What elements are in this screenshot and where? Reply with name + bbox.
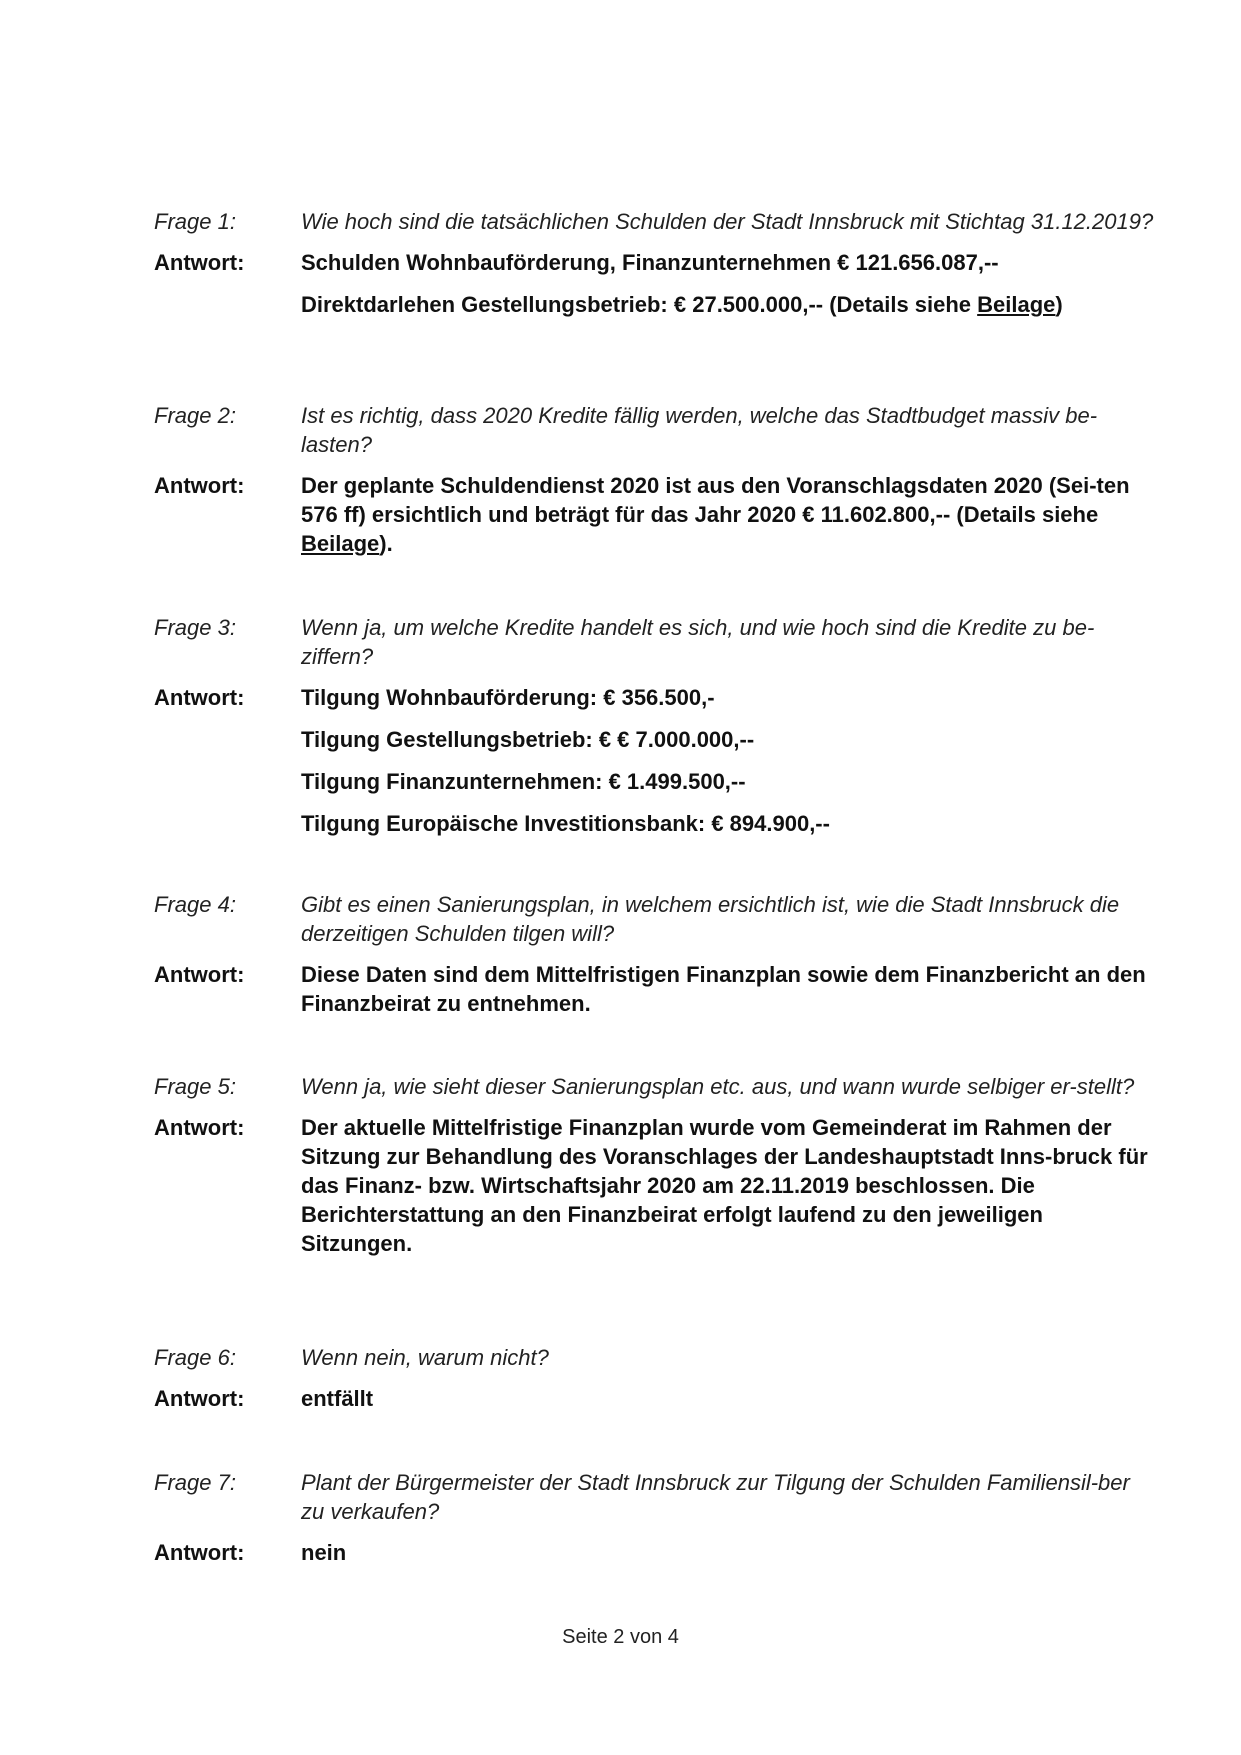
qa-block-2 <box>154 401 1154 558</box>
question-text: Gibt es einen Sanierungsplan, in welchem ersichtlich ist, wie die Stadt Innsbruck die derzeitigen Schulden tilgen will? <box>301 892 1120 946</box>
question-label: Frage 7: <box>154 1470 236 1495</box>
answer-label: Antwort: <box>154 962 245 987</box>
answer-label: Antwort: <box>154 1115 245 1140</box>
answer-line <box>301 290 1154 319</box>
question-7 <box>154 1468 1154 1526</box>
question-3 <box>154 613 1154 671</box>
question-1 <box>154 207 1154 236</box>
qa-block-6 <box>154 1343 1154 1413</box>
question-label: Frage 6: <box>154 1345 236 1370</box>
answer-line: Tilgung Europäische Investitionsbank: € 894.900,-- <box>301 811 830 836</box>
answer-line: Schulden Wohnbauförderung, Finanzunternehmen € 121.656.087,-- <box>301 250 999 275</box>
qa-block-5 <box>154 1072 1154 1258</box>
question-text: Wenn ja, wie sieht dieser Sanierungsplan etc. aus, und wann wurde selbiger er-stellt? <box>301 1074 1135 1099</box>
answer-line: Tilgung Finanzunternehmen: € 1.499.500,-- <box>301 769 746 794</box>
answer-text <box>301 471 1154 558</box>
answer-text-part: Direktdarlehen Gestellungsbetrieb: € 27.500.000,-- (Details siehe <box>301 292 978 317</box>
qa-block-7 <box>154 1468 1154 1567</box>
question-label: Frage 2: <box>154 403 236 428</box>
answer-4 <box>154 960 1154 1018</box>
answer-1 <box>154 248 1154 319</box>
answer-text-part: ) <box>1055 292 1063 317</box>
question-label: Frage 5: <box>154 1074 236 1099</box>
answer-line: Tilgung Gestellungsbetrieb: € € 7.000.000,-- <box>301 727 755 752</box>
question-text: Plant der Bürgermeister der Stadt Innsbruck zur Tilgung der Schulden Familiensil-ber zu verkaufen? <box>301 1470 1130 1524</box>
answer-line: Tilgung Wohnbauförderung: € 356.500,- <box>301 685 715 710</box>
qa-block-1 <box>154 207 1154 319</box>
answer-text: nein <box>301 1540 347 1565</box>
question-label: Frage 3: <box>154 615 236 640</box>
question-2 <box>154 401 1154 459</box>
question-text: Wenn ja, um welche Kredite handelt es sich, und wie hoch sind die Kredite zu be-ziffern? <box>301 615 1095 669</box>
answer-text: entfällt <box>301 1386 374 1411</box>
question-5 <box>154 1072 1154 1101</box>
question-text: Wie hoch sind die tatsächlichen Schulden der Stadt Innsbruck mit Stichtag 31.12.2019? <box>301 209 1154 234</box>
page-number-footer: Seite 2 von 4 <box>562 1626 679 1648</box>
answer-label: Antwort: <box>154 685 245 710</box>
question-4 <box>154 890 1154 948</box>
answer-label: Antwort: <box>154 1540 245 1565</box>
answer-text <box>301 248 1154 319</box>
answer-label: Antwort: <box>154 473 245 498</box>
answer-text-part: Der geplante Schuldendienst 2020 ist aus den Voranschlagsdaten 2020 (Sei-ten 576 ff) ersichtlich und beträgt für das Jahr 2020 € 11.602.800,-- (Details siehe <box>301 473 1130 527</box>
answer-5 <box>154 1113 1154 1258</box>
answer-text-part: ). <box>379 531 393 556</box>
answer-3 <box>154 683 1154 838</box>
answer-6 <box>154 1384 1154 1413</box>
question-6 <box>154 1343 1154 1372</box>
answer-text: Diese Daten sind dem Mittelfristigen Finanzplan sowie dem Finanzbericht an den Finanzbeirat zu entnehmen. <box>301 962 1146 1016</box>
question-text: Wenn nein, warum nicht? <box>301 1345 549 1370</box>
answer-text <box>301 683 1154 838</box>
answer-7 <box>154 1538 1154 1567</box>
answer-label: Antwort: <box>154 250 245 275</box>
qa-block-4 <box>154 890 1154 1018</box>
answer-label: Antwort: <box>154 1386 245 1411</box>
beilage-link[interactable]: Beilage <box>977 292 1056 317</box>
question-text: Ist es richtig, dass 2020 Kredite fällig werden, welche das Stadtbudget massiv be-lasten? <box>301 403 1098 457</box>
answer-text: Der aktuelle Mittelfristige Finanzplan wurde vom Gemeinderat im Rahmen der Sitzung zur Behandlung des Voranschlages der Landeshauptstadt Inns-bruck für das Finanz- bzw. Wirtschaftsjahr 2020 am 22.11.2019 beschlossen. Die Berichterstattung an den Finanzbeirat erfolgt laufend zu den jeweiligen Sitzungen. <box>301 1115 1148 1256</box>
answer-2 <box>154 471 1154 558</box>
beilage-link[interactable]: Beilage <box>301 531 380 556</box>
question-label: Frage 1: <box>154 209 236 234</box>
question-label: Frage 4: <box>154 892 236 917</box>
qa-block-3 <box>154 613 1154 838</box>
